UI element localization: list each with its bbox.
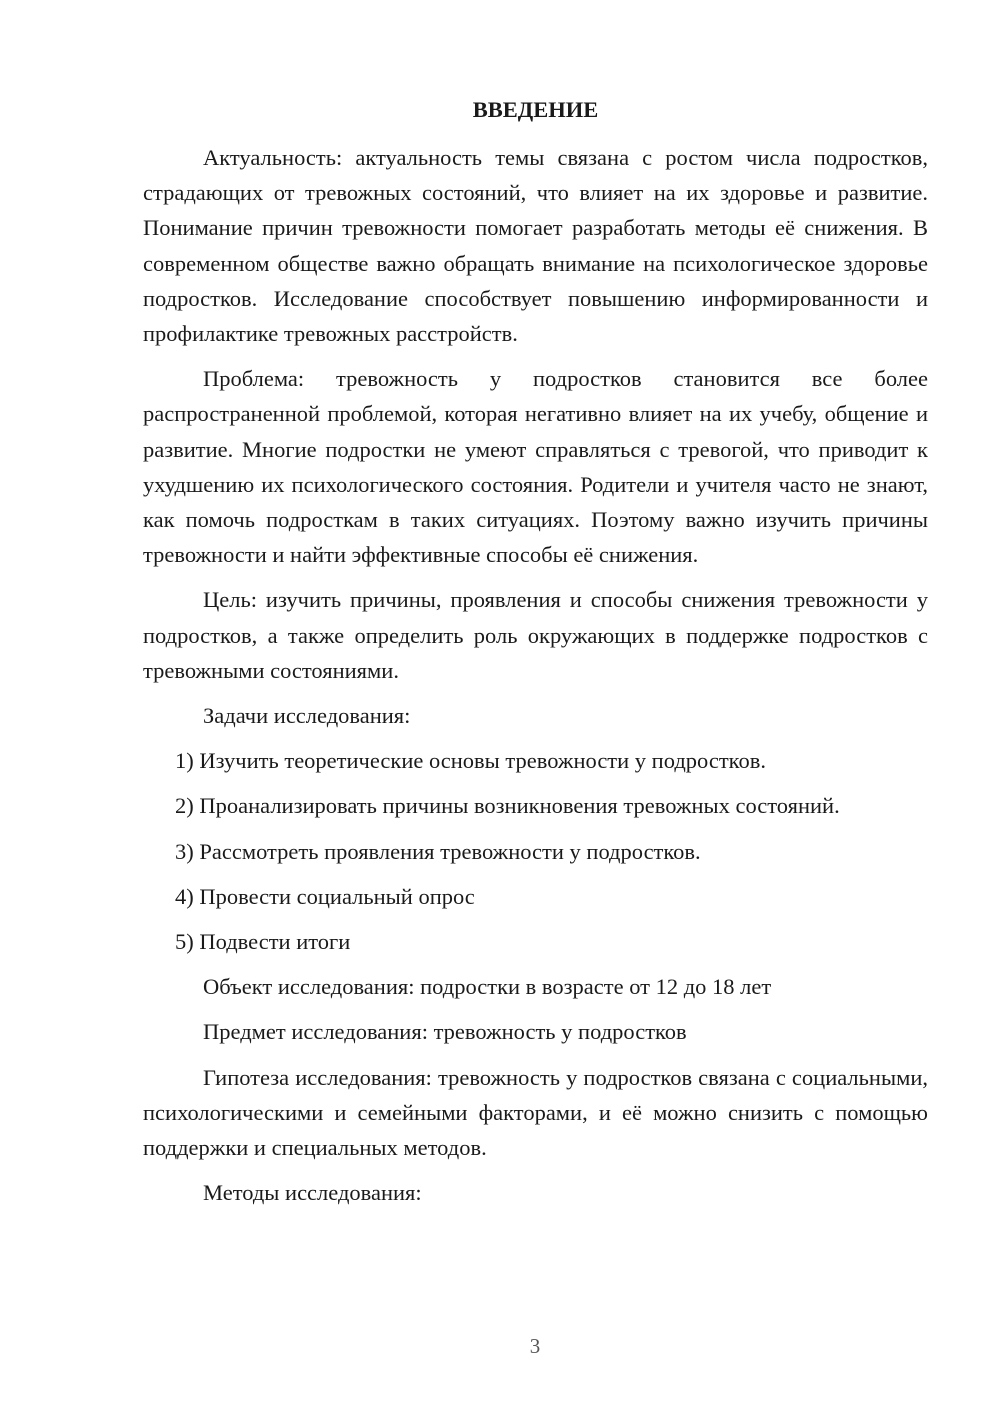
task-item-2: 2) Проанализировать причины возникновения тревожных состояний. [175, 793, 840, 819]
goal-paragraph: Цель: изучить причины, проявления и способы снижения тревожности у подростков, а также определить роль окружающих в поддержке подростков с тревожными состояниями. [143, 587, 928, 683]
research-subject: Предмет исследования: тревожность у подростков [203, 1019, 687, 1045]
task-item-4: 4) Провести социальный опрос [175, 883, 475, 909]
tasks-heading: Задачи исследования: [203, 703, 411, 729]
research-object: Объект исследования: подростки в возрасте от 12 до 18 лет [203, 974, 772, 1000]
document-page [143, 90, 928, 1220]
problem-paragraph: Проблема: тревожность у подростков становится все более распространенной проблемой, которая негативно влияет на их учебу, общение и развитие. Многие подростки не умеют справляться с тревогой, что приводит к ухудшению их психологического состояния. Родители и учителя часто не знают, как помочь подросткам в таких ситуациях. Поэтому важно изучить причины тревожности и найти эффективные способы её снижения. [143, 366, 928, 568]
hypothesis-paragraph: Гипотеза исследования: тревожность у подростков связана с социальными, психологическими и семейными факторами, и её можно снизить с помощью поддержки и специальных методов. [143, 1064, 928, 1161]
section-title: ВВЕДЕНИЕ [472, 97, 599, 122]
task-item-1: 1) Изучить теоретические основы тревожности у подростков. [175, 748, 766, 774]
page-number: 3 [529, 1334, 541, 1358]
task-item-5: 5) Подвести итоги [175, 929, 351, 955]
methods-heading: Методы исследования: [203, 1180, 422, 1206]
relevance-paragraph: Актуальность: актуальность темы связана с ростом числа подростков, страдающих от тревожных состояний, что влияет на их здоровье и развитие. Понимание причин тревожности помогает разработать методы её снижения. В современном обществе важно обращать внимание на психологическое здоровье подростков. Исследование способствует повышению информированности и профилактике тревожных расстройств. [143, 145, 928, 347]
task-item-3: 3) Рассмотреть проявления тревожности у подростков. [175, 838, 701, 864]
